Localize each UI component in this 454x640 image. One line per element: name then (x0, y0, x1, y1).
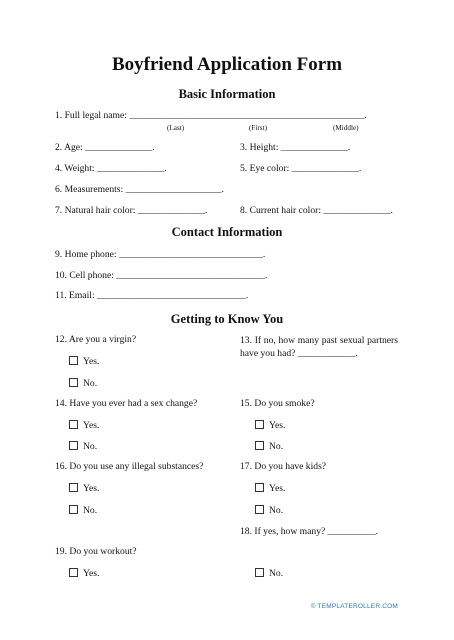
substances-no-option[interactable] (69, 505, 97, 516)
option-label: Yes. (83, 420, 100, 431)
smoke-yes-option[interactable] (255, 420, 285, 431)
illegal-substances-question: 16. Do you use any illegal substances? (55, 461, 204, 472)
option-label: Yes. (83, 356, 100, 367)
checkbox-icon[interactable] (69, 483, 78, 492)
checkbox-icon[interactable] (69, 356, 78, 365)
checkbox-icon[interactable] (69, 568, 78, 577)
sex-change-yes-option[interactable] (69, 420, 99, 431)
section-heading-basic: Basic Information (178, 87, 276, 101)
eye-color-field[interactable]: 5. Eye color: ______________. (240, 163, 362, 174)
smoke-no-option[interactable] (255, 441, 283, 452)
email-field[interactable]: 11. Email: _______________________________. (55, 290, 249, 301)
age-field[interactable]: 2. Age: ______________. (55, 142, 155, 153)
virgin-yes-option[interactable] (69, 356, 99, 367)
smoke-question: 15. Do you smoke? (240, 398, 315, 409)
option-label: No. (83, 505, 98, 516)
section-heading-contact: Contact Information (171, 225, 283, 239)
checkbox-icon[interactable] (69, 420, 78, 429)
kids-question: 17. Do you have kids? (240, 461, 327, 472)
checkbox-icon[interactable] (255, 505, 264, 514)
option-label: Yes. (83, 568, 100, 579)
last-name-caption: (Last) (167, 124, 185, 132)
current-hair-color-field[interactable]: 8. Current hair color: ______________. (240, 205, 393, 216)
option-label: No. (269, 441, 284, 452)
sex-change-question: 14. Have you ever had a sex change? (55, 398, 198, 409)
kids-no-option[interactable] (255, 505, 283, 516)
full-name-field[interactable]: 1. Full legal name: _________________________________________________. (55, 110, 367, 121)
cell-phone-field[interactable]: 10. Cell phone: _______________________________. (55, 270, 268, 281)
option-label: No. (269, 505, 284, 516)
workout-no-option[interactable] (255, 568, 283, 579)
first-name-caption: (First) (249, 124, 267, 132)
substances-yes-option[interactable] (69, 483, 99, 494)
middle-name-caption: (Middle) (333, 124, 359, 132)
kids-yes-option[interactable] (255, 483, 285, 494)
checkbox-icon[interactable] (255, 441, 264, 450)
option-label: Yes. (83, 483, 100, 494)
checkbox-icon[interactable] (69, 441, 78, 450)
page-title: Boyfriend Application Form (111, 54, 343, 75)
natural-hair-color-field[interactable]: 7. Natural hair color: ______________. (55, 205, 208, 216)
workout-yes-option[interactable] (69, 568, 99, 579)
option-label: No. (269, 568, 284, 579)
checkbox-icon[interactable] (69, 505, 78, 514)
checkbox-icon[interactable] (255, 420, 264, 429)
height-field[interactable]: 3. Height: ______________. (240, 142, 351, 153)
option-label: Yes. (269, 483, 286, 494)
section-heading-know: Getting to Know You (170, 312, 284, 326)
workout-question: 19. Do you workout? (55, 546, 137, 557)
option-label: Yes. (269, 420, 286, 431)
weight-field[interactable]: 4. Weight: ______________. (55, 163, 167, 174)
option-label: No. (83, 378, 98, 389)
measurements-field[interactable]: 6. Measurements: ____________________. (55, 184, 224, 195)
checkbox-icon[interactable] (255, 568, 264, 577)
virgin-no-option[interactable] (69, 378, 97, 389)
sex-change-no-option[interactable] (69, 441, 97, 452)
footer-brand: © TEMPLATEROLLER.COM (310, 603, 398, 610)
past-partners-field[interactable]: 13. If no, how many past sexual partners have you had? ____________. (240, 335, 398, 359)
option-label: No. (83, 441, 98, 452)
checkbox-icon[interactable] (69, 378, 78, 387)
checkbox-icon[interactable] (255, 483, 264, 492)
virgin-question: 12. Are you a virgin? (55, 334, 137, 345)
kids-count-field[interactable]: 18. If yes, how many? __________. (240, 526, 379, 537)
home-phone-field[interactable]: 9. Home phone: ______________________________. (55, 249, 266, 260)
